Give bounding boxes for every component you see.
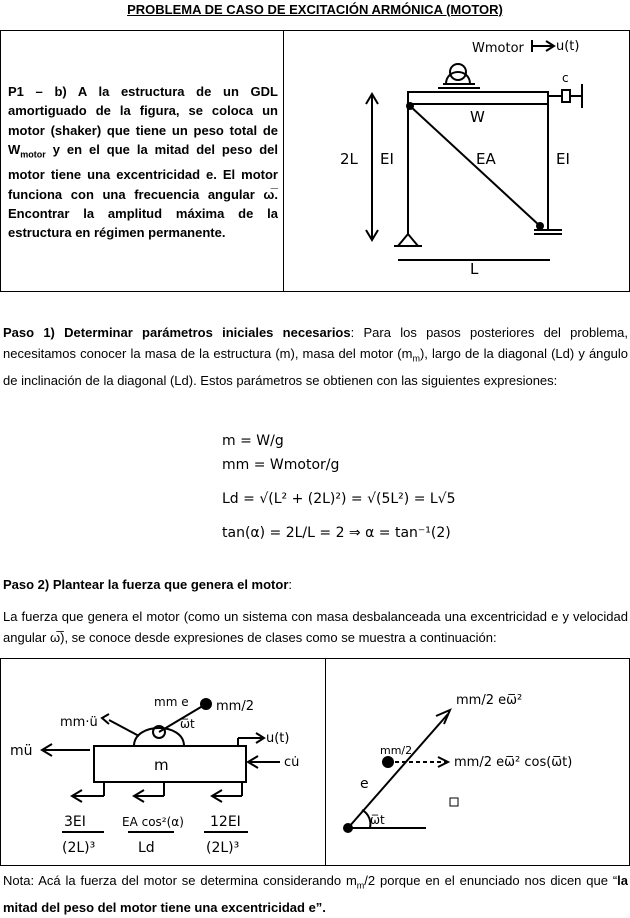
w-main: W bbox=[8, 142, 21, 158]
eccentricity-label: e bbox=[360, 776, 369, 792]
fbd-ut-label: u(t) bbox=[266, 731, 290, 746]
note-sub: m bbox=[356, 880, 365, 891]
paso1-heading: Paso 1) Determinar parámetros iniciales necesarios bbox=[3, 325, 351, 340]
k3-den: (2L)³ bbox=[206, 840, 240, 856]
w-sub: motor bbox=[20, 149, 46, 160]
paso1-text-2: ), largo de la diagonal (Ld) y ángulo de inclinación de la diagonal (Ld). Estos parámetros se obtienen con las siguientes expresiones: bbox=[3, 346, 628, 388]
eq-angle: tan(α) = 2L/L = 2 ⇒ α = tan⁻¹(2) bbox=[222, 525, 451, 541]
pin-support bbox=[398, 234, 418, 246]
k3-num: 12EI bbox=[210, 814, 241, 830]
angle-label: ω̅t bbox=[370, 813, 385, 827]
note-bold: la mitad del peso del motor tiene una excentricidad e”. bbox=[3, 873, 628, 915]
omega-symbol: ω̅ bbox=[263, 186, 275, 202]
mm-half-label: mm/2 bbox=[216, 699, 254, 714]
length-l-label: L bbox=[470, 260, 479, 274]
problem-text-3: . Encontrar la amplitud máxima de la estructura en régimen permanente. bbox=[8, 186, 278, 241]
height-2l-label: 2L bbox=[340, 150, 358, 168]
mm-e-label: mm e bbox=[154, 695, 189, 709]
note-text-2: /2 porque en el enunciado nos dicen que “ bbox=[364, 873, 618, 888]
cu-label: cu̇ bbox=[284, 755, 300, 770]
mu-label: mü bbox=[10, 743, 33, 759]
problem-statement bbox=[8, 82, 278, 243]
paso2-paragraph: La fuerza que genera el motor (como un sistema con masa desbalanceada una excentricidad e y velocidad angular ω̅), se conoce desde expresiones de clases como se muestra a continuación: bbox=[3, 609, 628, 645]
eq-diagonal-length: Ld = √(L² + (2L)²) = √(5L²) = L√5 bbox=[222, 491, 456, 507]
note-paragraph bbox=[3, 870, 628, 918]
paso1-paragraph bbox=[3, 322, 628, 391]
ea-label: EA bbox=[476, 150, 496, 168]
structure-figure bbox=[300, 34, 625, 274]
mid-mass-label: mm/2 bbox=[380, 744, 413, 757]
beam bbox=[408, 92, 548, 104]
eq-motor-mass: mm = Wmotor/g bbox=[222, 457, 340, 473]
problem-text-2: y en el que la mitad del peso del motor tiene una excentricidad e. El motor funciona con una frecuencia angular bbox=[8, 142, 278, 202]
problem-divider bbox=[283, 30, 284, 292]
problem-text-1: P1 – b) A la estructura de un GDL amortiguado de la figura, se coloca un motor (shaker) que tiene un peso total de bbox=[8, 84, 278, 138]
k1-num: 3EI bbox=[64, 814, 86, 830]
wt-label: ω̅t bbox=[180, 717, 195, 731]
free-body-diagram bbox=[4, 662, 322, 862]
damper-c-label: c bbox=[562, 71, 569, 85]
paso1-sub: m bbox=[412, 353, 420, 364]
k2-den: Ld bbox=[138, 840, 155, 856]
note-text: Nota: Acá la fuerza del motor se determina considerando m bbox=[3, 873, 357, 888]
paso2-colon: : bbox=[288, 577, 292, 592]
top-force-label: mm/2 eω̅² bbox=[456, 693, 523, 708]
figures-divider bbox=[325, 658, 326, 866]
weight-w-label: W bbox=[470, 108, 485, 126]
rotating-mass-diagram bbox=[330, 662, 626, 862]
k2-num: EA cos²(α) bbox=[122, 815, 184, 829]
page-title: PROBLEMA DE CASO DE EXCITACIÓN ARMÓNICA (MOTOR) bbox=[127, 2, 503, 17]
mass-block bbox=[94, 746, 246, 782]
eq-mass: m = W/g bbox=[222, 433, 284, 449]
wmotor-label: Wmotor bbox=[472, 41, 524, 56]
paso1-text: : Para los pasos posteriores del problema, necesitamos conocer la masa de la estructura (m), masa del motor (m bbox=[3, 325, 628, 361]
paso2-heading-line bbox=[3, 574, 628, 595]
mm-u-label: mm·ü bbox=[60, 715, 98, 730]
ei-right-label: EI bbox=[556, 150, 570, 168]
horizontal-force-label: mm/2 eω̅² cos(ω̅t) bbox=[454, 755, 573, 770]
equations-block bbox=[222, 424, 456, 550]
ut-label: u(t) bbox=[556, 39, 580, 54]
k1-den: (2L)³ bbox=[62, 840, 96, 856]
paso2-heading: Paso 2) Plantear la fuerza que genera el motor bbox=[3, 577, 289, 592]
m-label: m bbox=[154, 756, 169, 774]
ei-left-label: EI bbox=[380, 150, 394, 168]
